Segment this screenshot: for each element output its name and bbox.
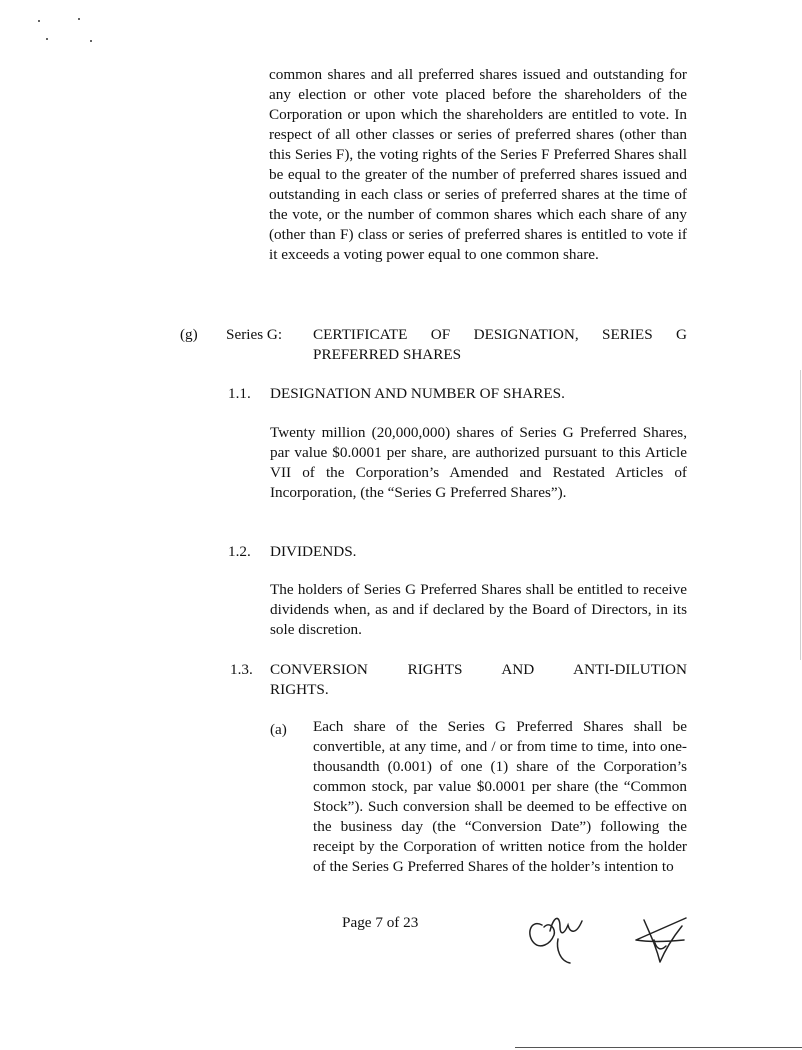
intro-paragraph: common shares and all preferred shares issued and outstanding for any election or other vote placed before the shareholders of the Corporation or upon which the shareholders are entitled to vote. In respect of all other classes or series of preferred shares (other than this Series F), the voting rights of the Series F Preferred Shares shall be equal to the greater of the number of preferred shares issued and outstanding in each class or series of preferred shares at the time of the vote, or the number of common shares which each share of any (other than F) class or series of preferred shares is entitled to vote if it exceeds a voting power equal to one common share. [269,66,687,263]
section-g-title-line1: CERTIFICATE OF DESIGNATION, SERIES G [313,326,687,343]
initials-signature-1 [520,905,590,975]
section-g-title-line2: PREFERRED SHARES [313,346,462,363]
section-1-2-heading: DIVIDENDS. [270,543,357,560]
initials-signature-2 [630,912,690,967]
section-1-2-number: 1.2. [228,543,251,560]
section-1-1-number: 1.1. [228,385,251,402]
scan-edge-bottom [515,1047,802,1048]
section-1-3-item-a-body: Each share of the Series G Preferred Shares shall be convertible, at any time, and / or from time to time, into one-thousandth (0.001) of one (1) share of the Corporation’s common stock, par value $0.0001 per share (the “Common Stock”). Such conversion shall be deemed to be effective on the business day (the “Conversion Date”) following the receipt by the Corporation of written notice from the holder of the Series G Preferred Shares of the holder’s intention to [313,718,687,875]
section-1-3-item-a-marker: (a) [270,721,287,738]
scan-edge-right [800,370,801,660]
section-1-3-heading-line2: RIGHTS. [270,681,329,698]
section-1-2-body: The holders of Series G Preferred Shares shall be entitled to receive dividends when, as and if declared by the Board of Directors, in its sole discretion. [270,581,687,638]
section-1-1-heading: DESIGNATION AND NUMBER OF SHARES. [270,385,565,402]
scan-speck [78,18,80,20]
section-g-marker: (g) [180,326,198,343]
section-1-3-number: 1.3. [230,661,253,678]
scan-speck [38,20,40,22]
section-1-1-body: Twenty million (20,000,000) shares of Series G Preferred Shares, par value $0.0001 per share, are authorized pursuant to this Article VII of the Corporation’s Amended and Restated Articles of Incorporation, (the “Series G Preferred Shares”). [270,424,687,501]
section-g-series-label: Series G: [226,326,283,343]
scan-speck [46,38,48,40]
page-number: Page 7 of 23 [342,914,419,931]
section-1-3-heading-line1: CONVERSION RIGHTS AND ANTI-DILUTION [270,661,687,678]
scan-speck [90,40,92,42]
